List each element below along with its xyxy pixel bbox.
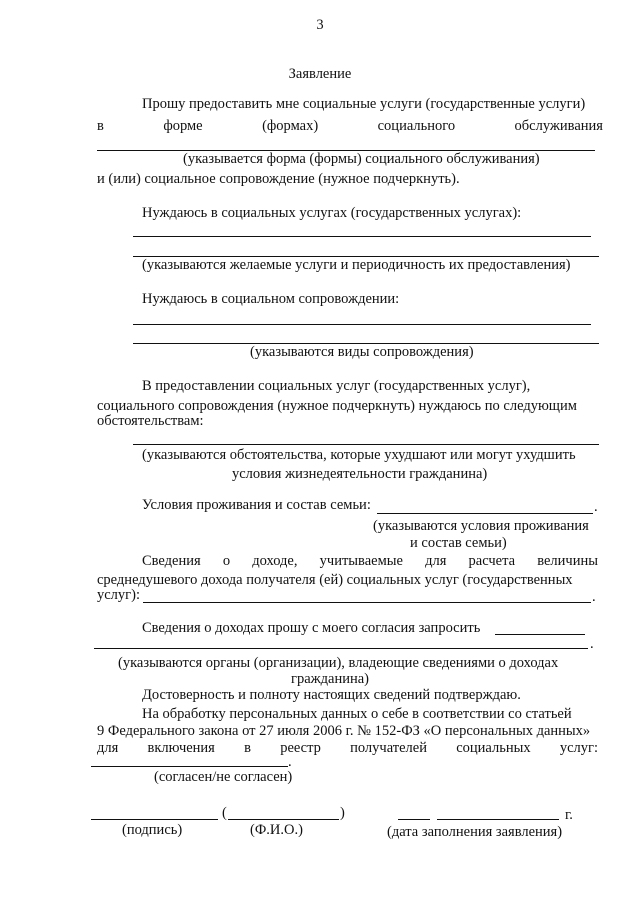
page-number: 3 xyxy=(316,17,324,33)
signature-label: (подпись) xyxy=(122,822,183,838)
paren-open: ( xyxy=(222,805,227,821)
word: расчета xyxy=(468,553,516,569)
word: получателей xyxy=(350,740,427,756)
text-line: Условия проживания и состав семьи: xyxy=(142,497,371,513)
word: социального xyxy=(377,118,456,134)
word: социальных xyxy=(456,740,531,756)
field-hint: и состав семьи) xyxy=(410,535,507,551)
text-line: Прошу предоставить мне социальные услуги (государственные услуги) xyxy=(142,96,586,112)
word: реестр xyxy=(280,740,321,756)
text-line: Нуждаюсь в социальном сопровождении: xyxy=(142,291,400,307)
word: обслуживания xyxy=(514,118,603,134)
word: услуг: xyxy=(559,740,598,756)
text-line: 9 Федерального закона от 27 июля 2006 г. № 152-ФЗ «О персональных данных» xyxy=(97,723,591,739)
word: в xyxy=(244,740,251,756)
field-hint: условия жизнедеятельности гражданина) xyxy=(232,466,488,482)
justified-line xyxy=(97,119,603,134)
paren-close: ) xyxy=(340,805,345,821)
word: доходе, xyxy=(252,553,298,569)
signature-line xyxy=(91,819,218,820)
field-hint: (указывается форма (формы) социального обслуживания) xyxy=(183,151,540,167)
word: включения xyxy=(147,740,215,756)
text-line: В предоставлении социальных услуг (государственных услуг), xyxy=(142,378,531,394)
field-hint: (указываются условия проживания xyxy=(373,518,589,534)
word: учитываемые xyxy=(319,553,403,569)
justified-line xyxy=(142,554,598,569)
text-line: Достоверность и полноту настоящих сведений подтверждаю. xyxy=(142,687,521,703)
text-line: На обработку персональных данных о себе в соответствии со статьей xyxy=(142,706,572,722)
field-hint: (указываются желаемые услуги и периодичность их предоставления) xyxy=(142,257,571,273)
dot: . xyxy=(590,636,594,652)
fill-line xyxy=(143,602,591,603)
text-line: Сведения о доходах прошу с моего согласия запросить xyxy=(142,620,481,636)
text-line: социального сопровождения (нужное подчеркнуть) нуждаюсь по следующим xyxy=(97,398,577,414)
text-line: и (или) социальное сопровождение (нужное подчеркнуть). xyxy=(97,171,460,187)
field-hint: (указываются виды сопровождения) xyxy=(250,344,474,360)
text-line: Нуждаюсь в социальных услугах (государственных услугах): xyxy=(142,205,522,221)
justified-line xyxy=(97,741,598,756)
word: форме xyxy=(163,118,203,134)
dot: . xyxy=(288,754,292,770)
field-hint: (указываются обстоятельства, которые ухудшают или могут ухудшить xyxy=(142,447,576,463)
fill-line xyxy=(377,513,593,514)
word: Сведения xyxy=(142,553,201,569)
date-day-line xyxy=(398,819,430,820)
date-label: (дата заполнения заявления) xyxy=(387,824,563,840)
field-hint: (указываются органы (организации), владеющие сведениями о доходах xyxy=(118,655,559,671)
fio-line xyxy=(228,819,339,820)
document-title: Заявление xyxy=(288,66,352,82)
fill-line xyxy=(133,324,591,325)
field-hint: гражданина) xyxy=(291,671,370,687)
text-line: услуг): xyxy=(97,587,140,603)
text-line: среднедушевого дохода получателя (ей) социальных услуг (государственных xyxy=(97,572,573,588)
year-suffix: г. xyxy=(565,807,573,823)
text-line: обстоятельствам: xyxy=(97,413,204,429)
word: для xyxy=(97,740,119,756)
field-hint: (согласен/не согласен) xyxy=(154,769,293,785)
dot: . xyxy=(592,589,596,605)
dot: . xyxy=(594,499,598,515)
fio-label: (Ф.И.О.) xyxy=(250,822,303,838)
word: для xyxy=(425,553,447,569)
word: о xyxy=(222,553,231,569)
fill-line xyxy=(495,634,585,635)
word: величины xyxy=(537,553,598,569)
fill-line xyxy=(91,766,288,767)
date-line xyxy=(437,819,559,820)
word: (формах) xyxy=(262,118,319,134)
fill-line xyxy=(133,444,599,445)
fill-line xyxy=(133,236,591,237)
word: в xyxy=(97,118,104,134)
fill-line xyxy=(94,648,588,649)
